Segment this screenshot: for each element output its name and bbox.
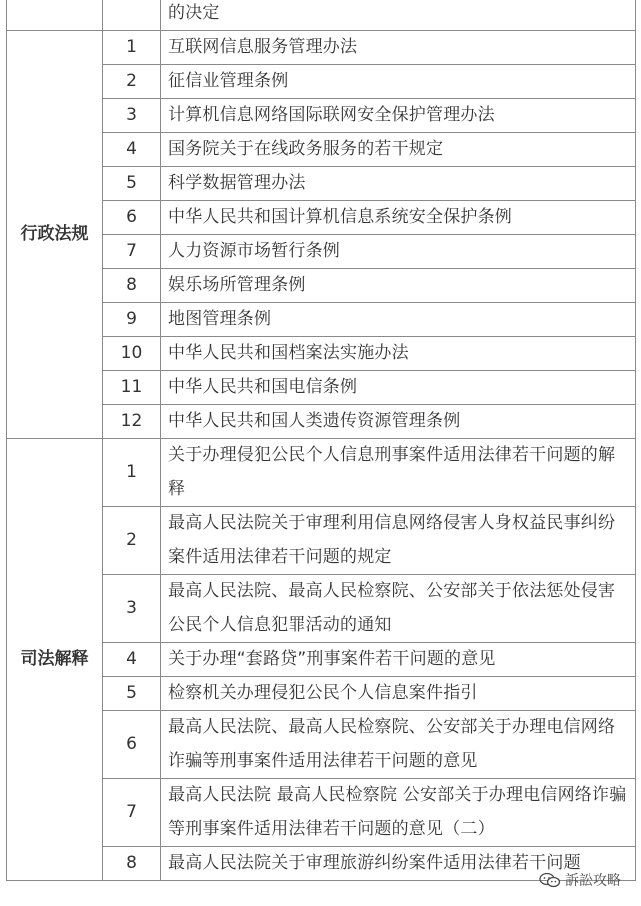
law-title: 最高人民法院关于审理旅游纠纷案件适用法律若干问题 (161, 847, 636, 881)
law-title: 关于办理侵犯公民个人信息刑事案件适用法律若干问题的解释 (161, 439, 636, 507)
row-number: 2 (103, 507, 161, 575)
table-row (7, 0, 636, 31)
row-number: 1 (103, 439, 161, 507)
law-title: 征信业管理条例 (161, 65, 636, 99)
row-number: 7 (103, 235, 161, 269)
row-number: 8 (103, 847, 161, 881)
row-number: 4 (103, 133, 161, 167)
law-title: 计算机信息网络国际联网安全保护管理办法 (161, 99, 636, 133)
law-title: 国务院关于在线政务服务的若干规定 (161, 133, 636, 167)
wechat-icon (539, 872, 561, 888)
law-title: 最高人民法院 最高人民检察院 公安部关于办理电信网络诈骗等刑事案件适用法律若干问题的意见（二） (161, 779, 636, 847)
category-label: 行政法规 (7, 31, 103, 439)
law-title: 中华人民共和国电信条例 (161, 371, 636, 405)
row-number: 12 (103, 405, 161, 439)
law-title: 中华人民共和国人类遗传资源管理条例 (161, 405, 636, 439)
row-number: 6 (103, 711, 161, 779)
row-number: 10 (103, 337, 161, 371)
law-title: 最高人民法院关于审理利用信息网络侵害人身权益民事纠纷案件适用法律若干问题的规定 (161, 507, 636, 575)
category-cell (7, 0, 103, 31)
row-number: 8 (103, 269, 161, 303)
row-number: 9 (103, 303, 161, 337)
laws-table (6, 0, 636, 881)
number-cell (103, 0, 161, 31)
law-title: 关于办理“套路贷”刑事案件若干问题的意见 (161, 643, 636, 677)
law-title: 娱乐场所管理条例 (161, 269, 636, 303)
law-title: 中华人民共和国档案法实施办法 (161, 337, 636, 371)
law-title: 地图管理条例 (161, 303, 636, 337)
law-title: 最高人民法院、最高人民检察院、公安部关于依法惩处侵害公民个人信息犯罪活动的通知 (161, 575, 636, 643)
law-title: 人力资源市场暂行条例 (161, 235, 636, 269)
law-title: 中华人民共和国计算机信息系统安全保护条例 (161, 201, 636, 235)
table-row (7, 31, 636, 65)
row-number: 2 (103, 65, 161, 99)
law-title: 最高人民法院、最高人民检察院、公安部关于办理电信网络诈骗等刑事案件适用法律若干问题的意见 (161, 711, 636, 779)
row-number: 5 (103, 167, 161, 201)
table-row (7, 439, 636, 507)
category-label: 司法解释 (7, 439, 103, 881)
row-number: 4 (103, 643, 161, 677)
law-title: 检察机关办理侵犯公民个人信息案件指引 (161, 677, 636, 711)
law-title: 科学数据管理办法 (161, 167, 636, 201)
row-number: 11 (103, 371, 161, 405)
law-title: 互联网信息服务管理办法 (161, 31, 636, 65)
row-number: 5 (103, 677, 161, 711)
row-number: 1 (103, 31, 161, 65)
law-title: 的决定 (161, 0, 636, 31)
row-number: 6 (103, 201, 161, 235)
row-number: 3 (103, 99, 161, 133)
row-number: 7 (103, 779, 161, 847)
watermark (539, 870, 621, 890)
watermark-text: 訴訟攻略 (565, 873, 621, 889)
row-number: 3 (103, 575, 161, 643)
